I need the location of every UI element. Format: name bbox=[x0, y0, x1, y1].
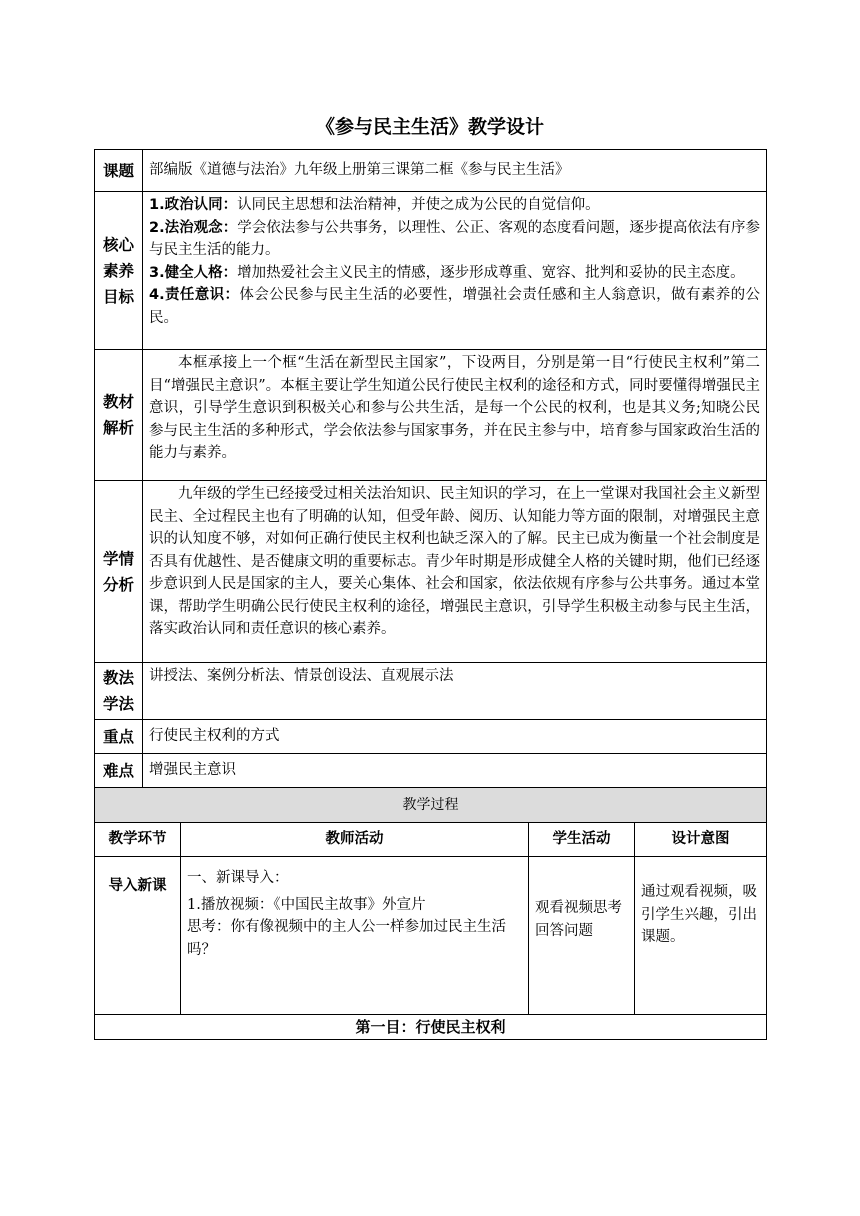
core-content bbox=[143, 192, 767, 350]
section-1-title: 第一目：行使民主权利 bbox=[95, 1015, 767, 1040]
row-section-1 bbox=[95, 1015, 767, 1040]
intro-teacher-line-2: 1.播放视频：《中国民主故事》外宣片 bbox=[187, 896, 426, 913]
col-teacher: 教师活动 bbox=[181, 823, 529, 857]
core-item-2: 2.法治观念：学会依法参与公共事务，以理性、公正、客观的态度看问题，逐步提高依法有序参与民主生活的能力。 bbox=[149, 219, 760, 258]
key-text: 行使民主权利的方式 bbox=[143, 720, 767, 754]
intro-student: 观看视频思考回答问题 bbox=[529, 857, 635, 1015]
intro-teacher bbox=[181, 857, 529, 1015]
row-topic bbox=[95, 150, 767, 192]
core-label: 核心素养目标 bbox=[95, 192, 143, 350]
col-stage: 教学环节 bbox=[95, 823, 181, 857]
key-label: 重点 bbox=[95, 720, 143, 754]
students-label: 学情分析 bbox=[95, 481, 143, 663]
row-textbook bbox=[95, 350, 767, 481]
col-student: 学生活动 bbox=[529, 823, 635, 857]
textbook-text: 本框承接上一个框“生活在新型民主国家”，下设两目，分别是第一目“行使民主权利”第二目“增强民主意识”。本框主要让学生知道公民行使民主权利的途径和方式，同时要懂得增强民主意识，引导学生意识到积极关心和参与公共生活，是每一个公民的权利，也是其义务;知晓公民参与民主生活的多种形式，学会依法参与国家事务，并在民主参与中，培育参与国家政治生活的能力与素养。 bbox=[143, 350, 767, 481]
row-students bbox=[95, 481, 767, 663]
methods-label: 教法学法 bbox=[95, 663, 143, 720]
intro-teacher-line-1: 一、新课导入： bbox=[187, 870, 289, 886]
col-intent: 设计意图 bbox=[635, 823, 767, 857]
row-core bbox=[95, 192, 767, 350]
difficulty-text: 增强民主意识 bbox=[143, 754, 767, 788]
textbook-label: 教材解析 bbox=[95, 350, 143, 481]
core-item-4: 4.责任意识：体会公民参与民主生活的必要性，增强社会责任感和主人翁意识，做有素养的公民。 bbox=[149, 287, 760, 326]
process-heading: 教学过程 bbox=[95, 788, 767, 823]
intro-stage: 导入新课 bbox=[95, 857, 181, 1015]
students-text: 九年级的学生已经接受过相关法治知识、民主知识的学习，在上一堂课对我国社会主义新型民主、全过程民主也有了明确的认知，但受年龄、阅历、认知能力等方面的限制，对增强民主意识的认知度不够，对如何正确行使民主权利也缺乏深入的了解。民主已成为衡量一个社会制度是否具有优越性、是否健康文明的重要标志。青少年时期是形成健全人格的关键时期，他们已经逐步意识到人民是国家的主人，要关心集体、社会和国家，依法依规有序参与公共事务。通过本堂课，帮助学生明确公民行使民主权利的途径，增强民主意识，引导学生积极主动参与民主生活，落实政治认同和责任意识的核心素养。 bbox=[143, 481, 767, 663]
topic-value: 部编版《道德与法治》九年级上册第三课第二框《参与民主生活》 bbox=[143, 150, 767, 192]
difficulty-label: 难点 bbox=[95, 754, 143, 788]
intro-intent: 通过观看视频，吸引学生兴趣，引出课题。 bbox=[635, 857, 767, 1015]
topic-label: 课题 bbox=[95, 150, 143, 192]
row-process-heading bbox=[95, 788, 767, 823]
row-methods bbox=[95, 663, 767, 720]
row-intro bbox=[95, 857, 767, 1015]
core-item-3: 3.健全人格：增加热爱社会主义民主的情感，逐步形成尊重、宽容、批判和妥协的民主态度。 bbox=[149, 264, 745, 281]
row-process-columns bbox=[95, 823, 767, 857]
lesson-plan-table bbox=[94, 149, 766, 1040]
core-item-1: 1.政治认同：认同民主思想和法治精神，并使之成为公民的自觉信仰。 bbox=[149, 197, 600, 213]
intro-teacher-line-3: 思考：你有像视频中的主人公一样参加过民主生活吗？ bbox=[187, 919, 506, 958]
page-title: 《参与民主生活》教学设计 bbox=[315, 116, 544, 138]
methods-text: 讲授法、案例分析法、情景创设法、直观展示法 bbox=[143, 663, 767, 720]
row-difficulty bbox=[95, 754, 767, 788]
row-key bbox=[95, 720, 767, 754]
